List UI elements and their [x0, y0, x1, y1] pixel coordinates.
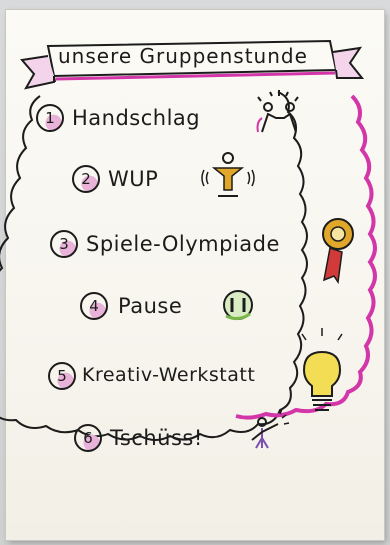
number-badge: 3 [50, 230, 78, 258]
warm-up-person-icon [202, 153, 254, 196]
number-badge: 4 [80, 292, 108, 320]
medal-rosette-icon [323, 219, 353, 282]
page-title: unsere Gruppenstunde [58, 44, 308, 68]
agenda-label: Kreativ-Werkstatt [82, 364, 256, 386]
agenda-label: WUP [108, 167, 159, 191]
agenda-label: Spiele-Olympiade [86, 232, 280, 256]
handshake-people-icon [258, 90, 299, 132]
pause-button-icon [224, 291, 252, 319]
cloud-border [0, 92, 307, 440]
light-bulb-icon [302, 328, 342, 410]
number-badge: 1 [36, 104, 64, 132]
agenda-label: Handschlag [72, 106, 201, 130]
number-badge: 5 [48, 362, 76, 390]
number-badge: 6 [74, 424, 102, 452]
number-badge: 2 [72, 165, 100, 193]
agenda-label: Pause [118, 294, 183, 318]
agenda-label: Tschüss! [110, 426, 203, 450]
